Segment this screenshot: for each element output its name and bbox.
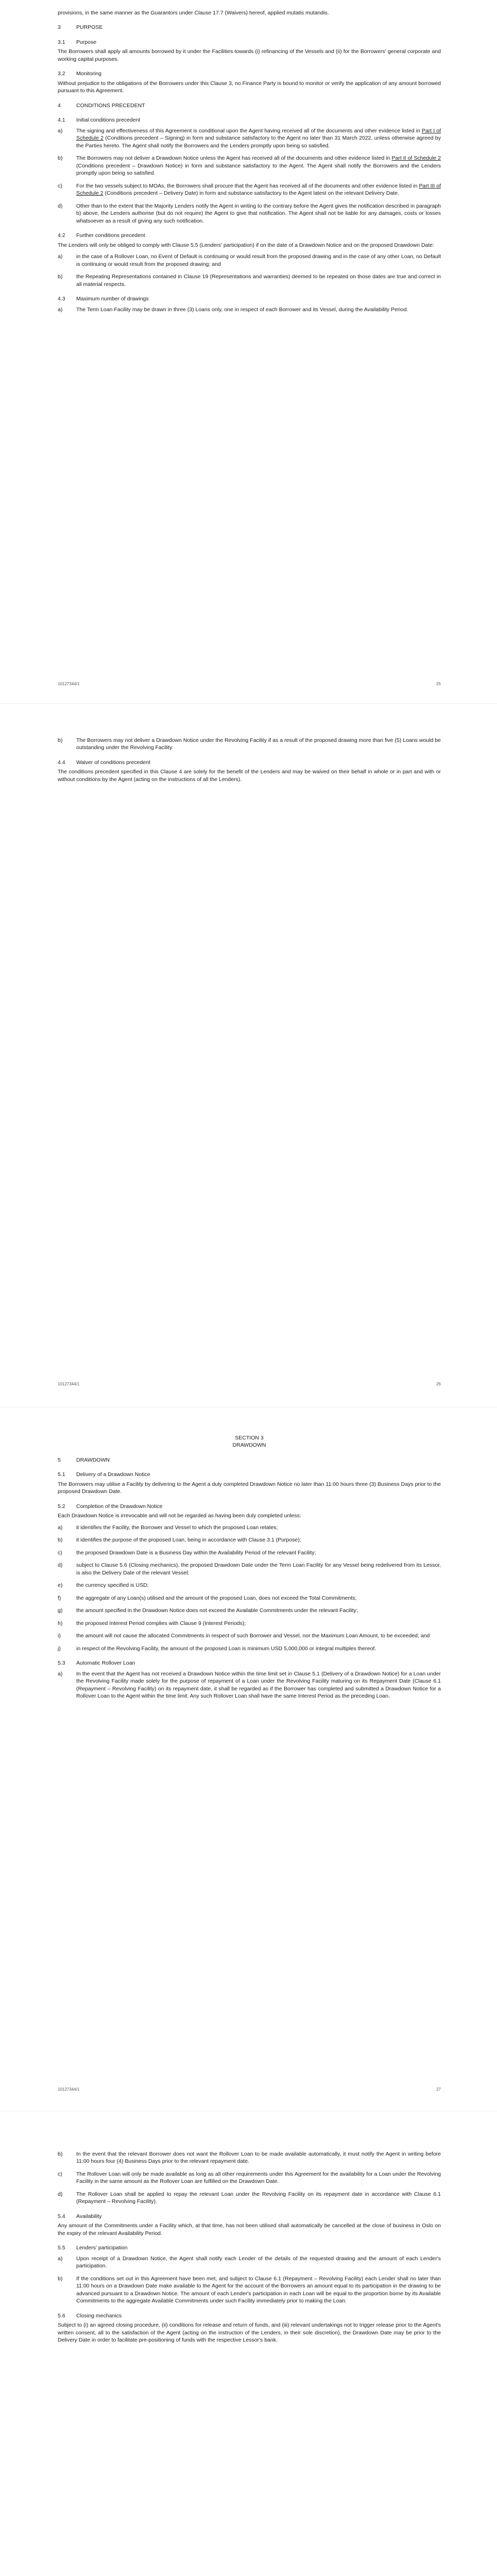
item-label: a): [58, 1524, 63, 1531]
list-item: [58, 182, 441, 197]
item-text-part: The Borrowers may not deliver a Drawdown Notice under the Revolving Facility if as a result of the proposed drawing more than five (5) Loans would be outstanding under the Revolving Facility.: [76, 737, 441, 751]
item-text: [76, 1549, 441, 1556]
paragraph: Without prejudice to the obligations of the Borrowers under this Clause 3, no Finance Party is bound to monitor or verify the application of any amount borrowed pursuant to this Agreement.: [58, 80, 441, 94]
item-text-part: the Repeating Representations contained in Clause 19 (Representations and warranties) deemed to be repeated on those dates are true and correct in all material respects.: [76, 274, 441, 287]
item-text-part: the proposed Interest Period complies with Clause 9 (Interest Periods);: [76, 1620, 246, 1626]
item-text: [76, 155, 441, 177]
clause-title: Waiver of conditions precedent: [76, 759, 150, 766]
clause-number: 5.4: [58, 2213, 65, 2219]
list-item: [58, 1632, 441, 1639]
item-label: d): [58, 202, 63, 209]
item-text: [76, 737, 441, 752]
item-text: [76, 1670, 441, 1700]
item-text: [76, 1620, 441, 1627]
clause-number: 5.6: [58, 2312, 65, 2319]
page-25-content: [58, 9, 441, 318]
clause-title: CONDITIONS PRECEDENT: [76, 102, 145, 109]
item-text-part: In the event that the Agent has not received a Drawdown Notice within the time limit set in Clause 5.1 (Delivery of a Drawdown Notice) for a Loan under the Revolving Facility made solely for the purpose of repayment of a Loan under the Revolving Facility maturing on its Repayment Date (Clause 6.1 (Repayment – Revolving Facility) on its repayment date, it shall be regarded as if the Borrower has completed and submitted a Drawdown Notice for a Rollover Loan to the Agent within the time limit. Any such Rollover Loan shall have the same Interest Period as the preceding Loan.: [76, 1670, 441, 1700]
clause-heading: [58, 39, 441, 46]
item-label: b): [58, 155, 63, 162]
clause-title: Completion of the Drawdown Notice: [76, 1503, 163, 1510]
item-text-part: (Conditions precedent – Delivery Date) in form and substance satisfactory to the Agent latest on the relevant Delivery Date.: [103, 190, 399, 197]
item-label: a): [58, 306, 63, 313]
clause-number: 5.1: [58, 1471, 65, 1478]
paragraph: Subject to (i) an agreed closing procedure, (ii) conditions for release and return of funds, and (iii) relevant undertakings not to trigger release prior to the Agent's written consent, all to the satisfaction of the Agent (acting on the instruction of the Lenders, in their sole discretion), the Drawdown Date may be prior to the Delivery Date in order to facilitate pre-positioning of funds with the respective Lessor's bank.: [58, 2322, 441, 2344]
paragraph: The Borrowers may utilise a Facility by delivering to the Agent a duly completed Drawdown Notice no later than 11:00 hours three (3) Business Days prior to the proposed Drawdown Date.: [58, 1481, 441, 1495]
page-26: [0, 704, 497, 1407]
clause-title: DRAWDOWN: [76, 1456, 110, 1463]
item-text: [76, 202, 441, 225]
item-text: [76, 1562, 441, 1577]
item-text: [76, 1632, 441, 1639]
clause-number: 3.2: [58, 71, 65, 77]
schedule-reference: Part II of Schedule 2: [391, 155, 441, 162]
list-item: [58, 155, 441, 177]
item-text: [76, 2255, 441, 2270]
list-item: [58, 2191, 441, 2206]
clause-heading: [58, 2312, 441, 2319]
clause-heading: [58, 116, 441, 124]
item-text-part: it identifies the purpose of the proposed Loan, being in accordance with Clause 3.1 (Purpose);: [76, 1537, 301, 1544]
item-text-part: The Rollover Loan shall be applied to repay the relevant Loan under the Revolving Facility on its repayment date in accordance with Clause 6.1 (Repayment – Revolving Facility).: [76, 2191, 441, 2205]
section-title: [58, 1434, 441, 1449]
doc-ref: 10127344/1: [58, 2087, 80, 2092]
item-text-part: in the case of a Rollover Loan, no Event of Default is continuing or would result from the proposed drawing and in the case of any other Loan, no Default is continuing or would result from the proposed drawing; and: [76, 253, 441, 267]
item-label: a): [58, 2255, 63, 2262]
clause-heading: [58, 102, 441, 109]
item-text-part: In the event that the relevant Borrower does not want the Rollover Loan to be made available automatically, it must notify the Agent in writing before 11:00 hours four (4) Business Days prior to the relevant repayment date.: [76, 2151, 441, 2165]
page-footer: [58, 1381, 441, 1387]
item-label: d): [58, 2191, 63, 2197]
list-item: [58, 2275, 441, 2305]
paragraph: The Lenders will only be obliged to comply with Clause 5.5 (Lenders' participation) if on the date of a Drawdown Notice and on the proposed Drawdown Date:: [58, 242, 435, 248]
clause-number: 5.2: [58, 1503, 65, 1510]
item-text: [76, 253, 441, 268]
clause-title: Closing mechanics: [76, 2312, 122, 2319]
clause-heading: [58, 2244, 441, 2251]
page-number: 26: [436, 1382, 441, 1386]
page-footer: [58, 2087, 441, 2092]
item-label: d): [58, 1562, 63, 1569]
clause-title: Automatic Rollover Loan: [76, 1660, 135, 1667]
item-text-part: the aggregate of any Loan(s) utilised and the amount of the proposed Loan, does not exceed the Total Commitments;: [76, 1595, 357, 1601]
list-item: [58, 1645, 441, 1652]
clause-number: 3: [58, 24, 61, 31]
item-text-part: The Rollover Loan will only be made available as long as all other requirements under this Agreement for the availability for a Loan under the Revolving Facility in the same amount as the Rollover Loan are fulfilled on the Drawdown Date.: [76, 2171, 441, 2185]
list-item: [58, 253, 441, 268]
page-25: [0, 0, 497, 703]
item-label: h): [58, 1620, 63, 1626]
item-text-part: the amount specified in the Drawdown Notice does not exceed the Available Commitments under the relevant Facility;: [76, 1607, 358, 1614]
list-item: [58, 1595, 441, 1602]
page-number: 25: [436, 682, 441, 686]
list-item: [58, 1582, 441, 1589]
item-label: b): [58, 1537, 63, 1544]
list-item: [58, 273, 441, 288]
clause-heading: [58, 24, 441, 31]
clause-heading: [58, 2213, 441, 2220]
item-text: [76, 1582, 441, 1589]
schedule-reference: Part I of Schedule 2: [76, 127, 441, 142]
clause-number: 4: [58, 102, 61, 109]
item-text-part: Upon receipt of a Drawdown Notice, the Agent shall notify each Lender of the details of the requested drawing and the amount of each Lender's participation.: [76, 2255, 441, 2269]
item-label: b): [58, 737, 63, 743]
page-27-content: [58, 1434, 441, 1705]
schedule-reference: Part III of Schedule 2: [76, 182, 441, 197]
list-item: [58, 2171, 441, 2185]
paragraph: provisions, in the same manner as the Guarantors under Clause 17.7 (Waivers) hereof, applied mutatis mutandis.: [58, 10, 329, 16]
clause-number: 4.2: [58, 232, 65, 239]
clause-title: Lenders' participation: [76, 2245, 128, 2251]
item-label: a): [58, 127, 63, 134]
clause-heading: [58, 232, 441, 239]
list-item: [58, 1620, 441, 1627]
clause-title: PURPOSE: [76, 24, 103, 31]
clause-title: Availability: [76, 2213, 102, 2219]
clause-number: 4.1: [58, 117, 65, 124]
list-item: [58, 1562, 441, 1577]
doc-ref: 10127344/1: [58, 1382, 80, 1386]
item-label: e): [58, 1582, 63, 1589]
item-text-part: in respect of the Revolving Facility, the amount of the proposed Loan is minimum USD 5,000,000 or integral multiples thereof.: [76, 1645, 376, 1652]
section-number: SECTION 3: [235, 1435, 264, 1441]
clause-title: Monitoring: [76, 71, 102, 77]
item-text-part: For the two vessels subject to MOAs, the Borrowers shall procure that the Agent has received all of the documents and other evidence listed in: [76, 182, 419, 189]
paragraph: The conditions precedent specified in this Clause 4 are solely for the benefit of the Lenders and may be waived on their behalf in whole or in part and with or without conditions by the Agent (acting on the instructions of all the Lenders).: [58, 769, 441, 783]
clause-heading: [58, 759, 441, 766]
item-text: [76, 2171, 441, 2185]
list-item: [58, 306, 441, 313]
item-text-part: subject to Clause 5.6 (Closing mechanics), the proposed Drawdown Date under the Term Loan Facility for any Vessel being redelivered from its Lessor, is also the Delivery Date of the relevant Vessel;: [76, 1562, 441, 1576]
item-text: [76, 2150, 441, 2165]
section-name: DRAWDOWN: [232, 1442, 266, 1449]
clause-number: 4.4: [58, 759, 65, 766]
clause-heading: [58, 1659, 441, 1667]
paragraph: Any amount of the Commitments under a Facility which, at that time, has not been utilised shall automatically be cancelled at the close of business in Oslo on the expiry of the relevant Availability Period.: [58, 2223, 441, 2236]
item-label: j): [58, 1645, 61, 1652]
item-text: [76, 1524, 441, 1531]
clause-heading: [58, 1503, 441, 1510]
item-text-part: (Conditions precedent – Signing) in form and substance satisfactory to the Agent no later than 31 March 2022, unless otherwise agreed by the Parties hereto. The Agent shall notify the Borrowers and the Lenders promptly upon being so satisfied.: [76, 135, 441, 149]
item-text-part: If the conditions set out in this Agreement have been met, and subject to Clause 6.1 (Repayment – Revolving Facility) each Lender shall no later than 11:00 hours on a Drawdown Date make available to the Agent for the account of the Borrowers an amount equal to its participation in the drawing to be advanced pursuant to a Drawdown Notice. The amount of each Lender's participation in each Loan will be equal to the proportion borne by its Available Commitments to the aggregate Available Commitments under such Facility immediately prior to making the Loan.: [76, 2275, 441, 2304]
item-text-part: the amount will not cause the allocated Commitments in respect of such Borrower and Vessel, nor the Maximum Loan Amount, to be exceeded; and: [76, 1633, 430, 1639]
item-text: [76, 2191, 441, 2206]
item-text-part: The signing and effectiveness of this Agreement is conditional upon the Agent having received all of the documents and other evidence listed in: [76, 127, 422, 134]
clause-heading: [58, 1471, 441, 1478]
list-item: [58, 737, 441, 752]
list-item: [58, 2255, 441, 2270]
list-item: [58, 127, 441, 149]
item-text-part: the proposed Drawdown Date is a Business Day within the Availability Period of the relevant Facility;: [76, 1549, 316, 1556]
item-text-part: (Conditions precedent – Drawdown Notice) in form and substance satisfactory to the Agent. The Agent shall notify the Borrowers and the Lenders promptly upon being so satisfied.: [76, 162, 441, 177]
item-text: [76, 1595, 441, 1602]
list-item: [58, 1536, 441, 1544]
item-label: b): [58, 2275, 63, 2282]
item-label: g): [58, 1607, 63, 1614]
item-label: a): [58, 253, 63, 260]
clause-number: 5.5: [58, 2245, 65, 2251]
clause-title: Maximum number of drawings: [76, 296, 149, 302]
item-label: c): [58, 2171, 62, 2177]
item-text-part: Other than to the extent that the Majority Lenders notify the Agent in writing to the contrary before the Agent gives the notification described in paragraph b) above, the Lenders authorise (but do not require) the Agent to give that notification. The Agent shall not be liable for any damages, costs or losses whatsoever as a result of giving any such notification.: [76, 202, 441, 224]
clause-number: 5.3: [58, 1660, 65, 1667]
list-item: [58, 202, 441, 225]
clause-number: 3.1: [58, 39, 65, 45]
list-item: [58, 1607, 441, 1614]
clause-number: 5: [58, 1456, 61, 1463]
item-text: [76, 127, 441, 149]
item-label: a): [58, 1670, 63, 1677]
page-footer: [58, 681, 441, 687]
item-text: [76, 182, 441, 197]
page-26-content: [58, 734, 441, 787]
page-28-content: [58, 2147, 441, 2348]
item-text: [76, 2275, 441, 2305]
clause-title: Purpose: [76, 39, 97, 45]
page-number: 27: [436, 2087, 441, 2092]
clause-heading: [58, 1456, 441, 1464]
item-label: i): [58, 1633, 61, 1639]
list-item: [58, 1549, 441, 1556]
clause-number: 4.3: [58, 296, 65, 302]
item-label: f): [58, 1595, 61, 1601]
item-text-part: it identifies the Facility, the Borrower and Vessel to which the proposed Loan relates;: [76, 1524, 278, 1531]
clause-title: Initial conditions precedent: [76, 117, 141, 124]
item-text: [76, 306, 441, 313]
page-28: [0, 2111, 497, 2576]
item-label: c): [58, 1549, 62, 1556]
clause-heading: [58, 70, 441, 77]
list-item: [58, 2150, 441, 2165]
list-item: [58, 1670, 441, 1700]
item-label: b): [58, 2151, 63, 2157]
item-text: [76, 273, 441, 288]
item-text: [76, 1645, 441, 1652]
clause-heading: [58, 295, 441, 302]
item-label: b): [58, 274, 63, 280]
item-text: [76, 1536, 441, 1544]
item-text-part: The Term Loan Facility may be drawn in three (3) Loans only, one in respect of each Borrower and its Vessel, during the Availability Period.: [76, 306, 408, 313]
clause-title: Further conditions precedent: [76, 232, 145, 239]
item-text: [76, 1607, 441, 1614]
doc-ref: 10127344/1: [58, 682, 80, 686]
item-label: c): [58, 182, 62, 189]
item-text-part: The Borrowers may not deliver a Drawdown Notice unless the Agent has received all of the documents and other evidence listed in: [76, 155, 392, 162]
clause-title: Delivery of a Drawdown Notice: [76, 1471, 150, 1478]
list-item: [58, 1524, 441, 1531]
page-27: [0, 1408, 497, 2111]
paragraph: The Borrowers shall apply all amounts borrowed by it under the Facilities towards (i) refinancing of the Vessels and (ii) for the Borrowers' general corporate and working capital purposes.: [58, 48, 441, 62]
item-text-part: the currency specified is USD;: [76, 1582, 149, 1589]
paragraph: Each Drawdown Notice is irrevocable and will not be regarded as having been duly completed unless:: [58, 1513, 301, 1519]
